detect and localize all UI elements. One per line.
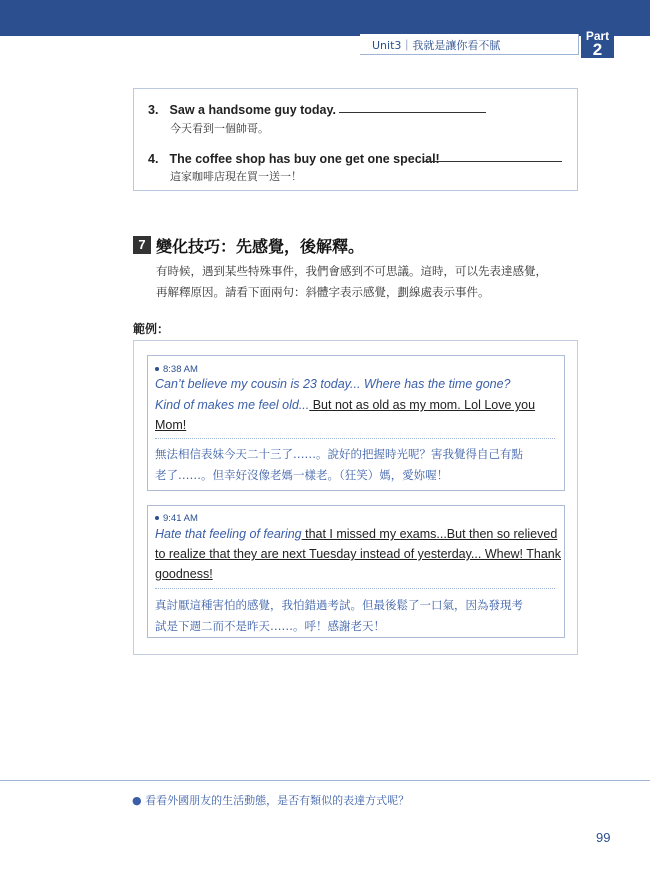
part-badge [581,28,614,58]
exercise-chinese: 今天看到一個帥哥。 [170,122,269,135]
unit-title: Unit3｜我就是讓你看不膩 [372,39,501,52]
footer-rule [0,780,650,781]
exercise-item [148,99,336,118]
divider [155,588,555,589]
top-banner [0,0,650,36]
section-paragraph: 有時候，遇到某些特殊事件，我們會感到不可思議。這時，可以先表達感覺， [156,264,547,278]
section-paragraph: 再解釋原因。請看下面兩句：斜體字表示感覺，劃線處表示事件。 [156,285,490,299]
part-label: Part [585,29,610,43]
post-text: Kind of makes me feel old... But not as old as my mom. Lol Love you [155,398,536,412]
divider [155,438,555,439]
bullet-icon [155,367,159,371]
post-translation: 無法相信表妹今天二十三了……。說好的把握時光呢？害我覺得自己有點 [155,447,523,461]
post-text: Can’t believe my cousin is 23 today... Where has the time gone? [155,377,511,391]
part-number: 2 [592,40,603,59]
exercise-english: The coffee shop has buy one get one special! [169,152,440,166]
exercise-item [148,148,440,167]
footer-note: ● 看看外國朋友的生活動態，是否有類似的表達方式呢？ [132,794,410,807]
exercise-number: 3. [148,103,159,117]
exercise-chinese: 這家咖啡店現在買一送一！ [170,170,302,183]
post-translation: 試是下週二而不是昨天……。呼！感謝老天！ [155,619,385,633]
page-number: 99 [596,830,611,845]
section-number: 7 [133,236,151,254]
exercise-english: Saw a handsome guy today. [169,103,337,117]
post-text: Hate that feeling of fearing that I missed my exams...But then so relieved [155,527,558,541]
post-text: Mom! [155,418,187,432]
example-label: 範例： [133,322,170,336]
post-text: goodness! [155,567,213,581]
post-text: to realize that they are next Tuesday instead of yesterday... Whew! Thank [155,547,562,561]
post-translation: 老了……。但幸好沒像老媽一樣老。（狂笑）媽，愛妳喔！ [155,468,449,482]
exercise-number: 4. [148,152,159,166]
post-translation: 真討厭這種害怕的感覺，我怕錯過考試。但最後鬆了一口氣，因為發現考 [155,598,523,612]
section-title: 變化技巧：先感覺，後解釋。 [156,237,365,256]
answer-blank[interactable] [424,161,562,162]
bullet-icon [155,516,159,520]
answer-blank[interactable] [339,112,486,113]
post-time: 9:41 AM [155,513,198,524]
post-time: 8:38 AM [155,364,198,375]
